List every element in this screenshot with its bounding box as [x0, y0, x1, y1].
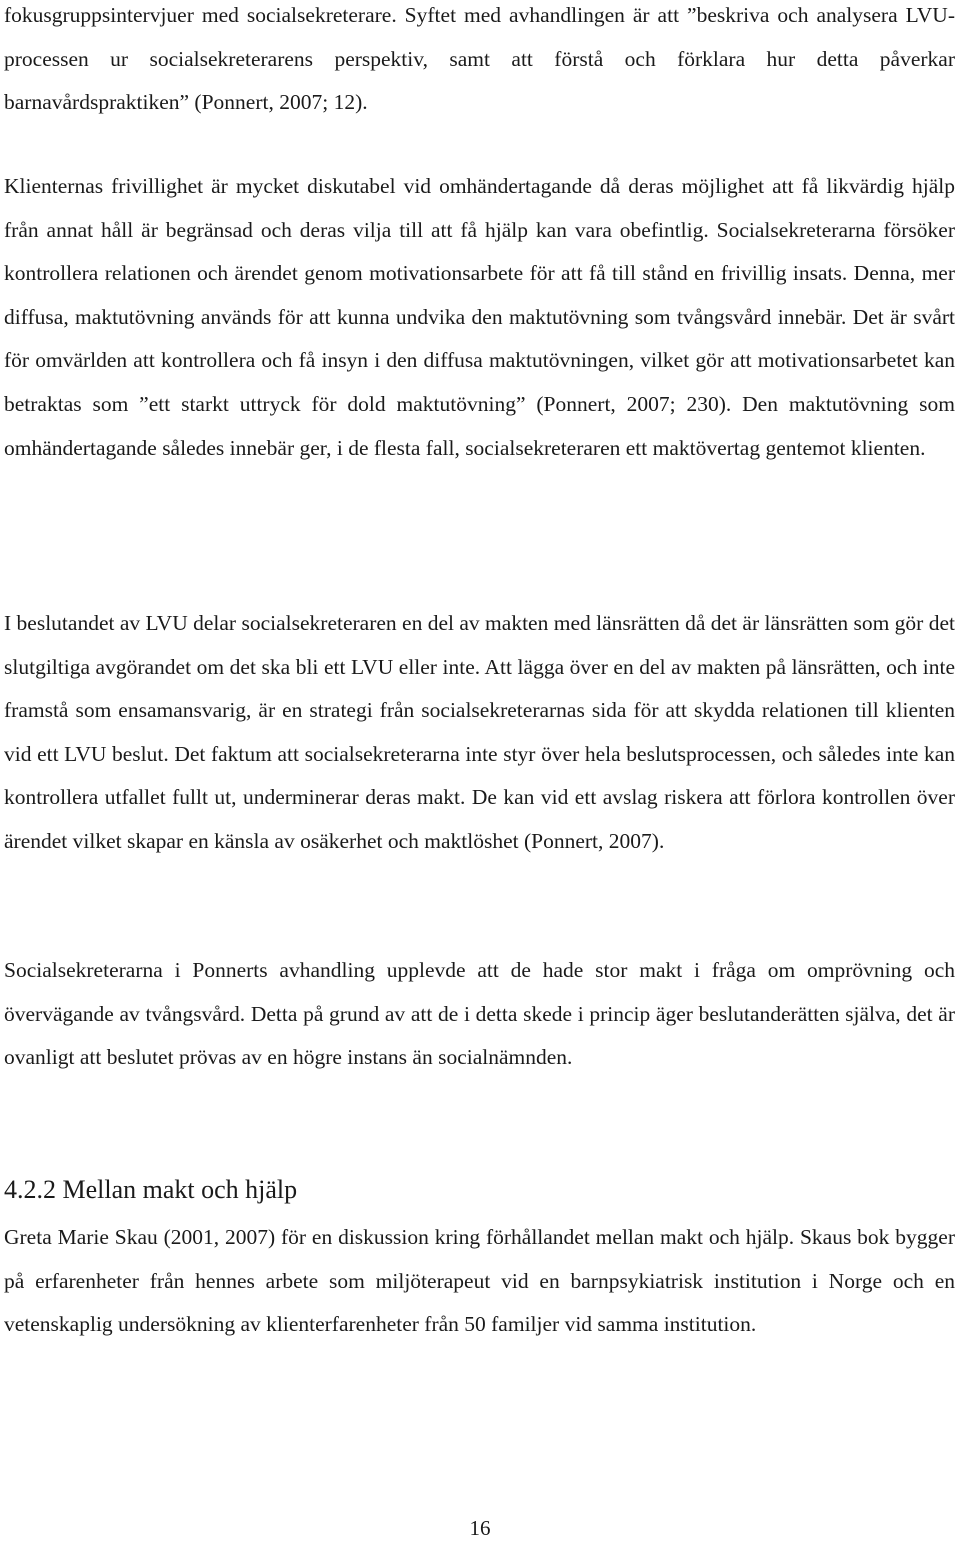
body-paragraph-3: I beslutandet av LVU delar socialsekreteraren en del av makten med länsrätten då det är länsrätten som gör det slutgiltiga avgörandet om det ska bli ett LVU eller inte. Att lägga över en del av makten på länsrätten, och inte framstå som ensamansvarig, är en strategi från socialsekreterarnas sida för att skydda relationen till klienten vid ett LVU beslut. Det faktum att socialsekreterarna inte styr över hela beslutsprocessen, och således inte kan kontrollera utfallet fullt ut, underminerar deras makt. De kan vid ett avslag riskera att förlora kontrollen över ärendet vilket skapar en känsla av osäkerhet och maktlöshet (Ponnert, 2007). [4, 611, 955, 853]
body-paragraph-2: Klienternas frivillighet är mycket diskutabel vid omhändertagande då deras möjlighet att få likvärdig hjälp från annat håll är begränsad och deras vilja till att få hjälp kan vara obefintlig. Socialsekreterarna försöker kontrollera relationen och ärendet genom motivationsarbete för att få till stånd en frivillig insats. Denna, mer diffusa, maktutövning används för att kunna undvika den maktutövning som tvångsvård innebär. Det är svårt för omvärlden att kontrollera och få insyn i den diffusa maktutövningen, vilket gör att motivationsarbetet kan betraktas som ”ett starkt uttryck för dold maktutövning” (Ponnert, 2007; 230). Den maktutövning som omhändertagande således innebär ger, i de flesta fall, socialsekreteraren ett maktövertag gentemot klienten. [4, 174, 955, 460]
body-paragraph-4: Socialsekreterarna i Ponnerts avhandling upplevde att de hade stor makt i fråga om omprövning och övervägande av tvångsvård. Detta på grund av att de i detta skede i princip äger beslutanderätten själva, det är ovanligt att beslutet prövas av en högre instans än socialnämnden. [4, 958, 955, 1070]
section-heading: 4.2.2 Mellan makt och hjälp [4, 1175, 298, 1204]
body-paragraph-1: fokusgruppsintervjuer med socialsekreterare. Syftet med avhandlingen är att ”beskriva och analysera LVU-processen ur socialsekreterarens perspektiv, samt att förstå och förklara hur detta påverkar barnavårdspraktiken” (Ponnert, 2007; 12). [4, 3, 955, 115]
page-number: 16 [469, 1516, 491, 1540]
section-paragraph: Greta Marie Skau (2001, 2007) för en diskussion kring förhållandet mellan makt och hjälp. Skaus bok bygger på erfarenheter från hennes arbete som miljöterapeut vid en barnpsykiatrisk institution i Norge och en vetenskaplig undersökning av klienterfarenheter från 50 familjer vid samma institution. [4, 1225, 955, 1337]
